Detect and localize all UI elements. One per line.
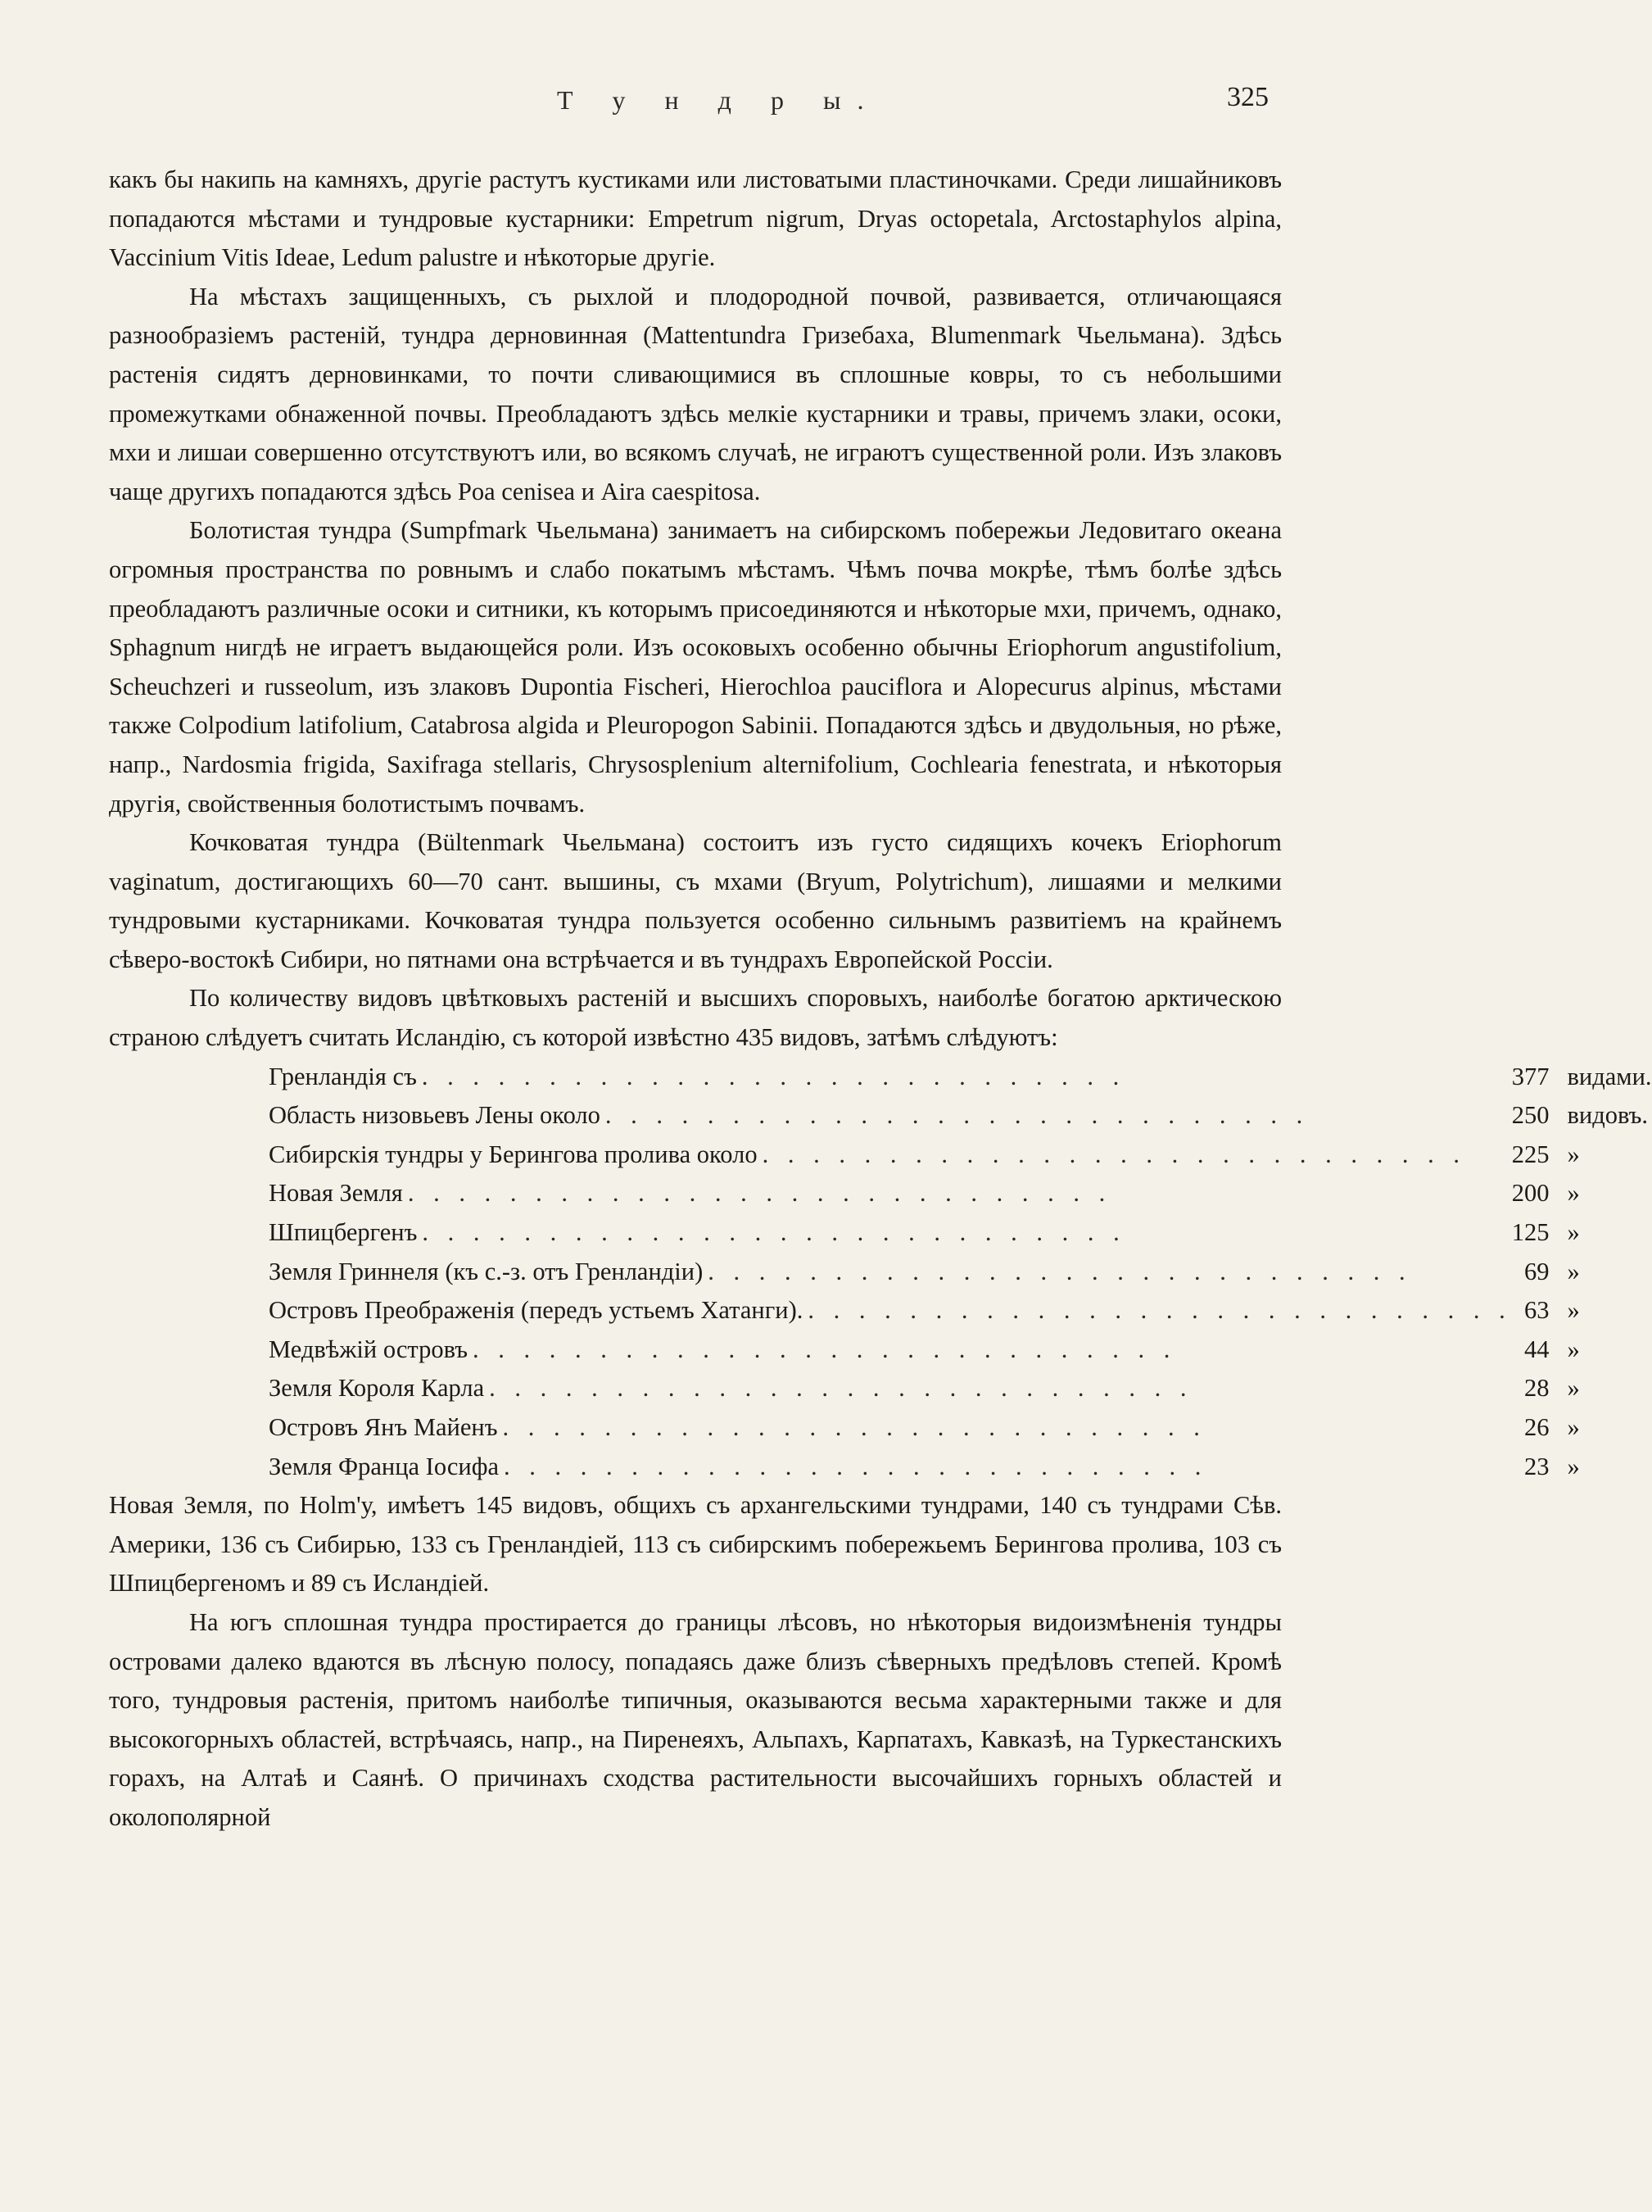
paragraph-turf-tundra: На мѣстахъ защищенныхъ, съ рыхлой и плодородной почвой, развивается, отличающаяся разнообразіемъ растеній, тундра дерновинная (Mattentundra Гризебаха, Blumenmark Чьельмана). Здѣсь растенія сидятъ дерновинками, то почти сливающимися въ сплошные ковры, то съ небольшими промежутками обнаженной почвы. Преобладаютъ здѣсь мелкіе кустарники и травы, причемъ злаки, осоки, мхи и лишаи совершенно отсутствуютъ или, во всякомъ случаѣ, не играютъ существенной роли. Изъ злаковъ чаще другихъ попадаются здѣсь Poa cenisea и Aira caespitosa. <box>109 282 1282 505</box>
table-row <box>269 1448 1652 1487</box>
region-name: Островъ Янъ Майенъ <box>269 1413 502 1441</box>
species-unit: » <box>1567 1413 1580 1441</box>
leader-dots: . . . . . . . . . . . . . . . . . . . . . . . . . . . . <box>407 1179 1112 1208</box>
leader-dots: . . . . . . . . . . . . . . . . . . . . . . . . . . . . <box>708 1257 1412 1285</box>
species-unit: » <box>1567 1452 1580 1480</box>
leader-dots: . . . . . . . . . . . . . . . . . . . . . . . . . . . . <box>504 1452 1208 1480</box>
species-count-table <box>269 1058 1652 1487</box>
species-count: 377 <box>1511 1062 1550 1090</box>
leader-dots: . . . . . . . . . . . . . . . . . . . . . . . . . . . . <box>604 1101 1310 1130</box>
region-name: Сибирскія тундры у Берингова пролива около <box>269 1140 763 1168</box>
region-name: Земля Короля Карла <box>269 1374 489 1402</box>
region-name: Земля Гриннеля (къ с.-з. отъ Гренландіи) <box>269 1258 708 1285</box>
page-number: 325 <box>1227 82 1269 112</box>
table-row <box>269 1096 1652 1135</box>
paragraph-novaya-zemlya: Новая Земля, по Holm'у, имѣетъ 145 видовъ, общихъ съ архангельскими тундрами, 140 съ тундрами Сѣв. Америки, 136 съ Сибирью, 133 съ Гренландіей, 113 съ сибирскимъ побережьемъ Берингова пролива, 103 съ Шпицбергеномъ и 89 съ Исландіей. <box>109 1491 1282 1598</box>
species-count: 200 <box>1511 1179 1550 1208</box>
leader-dots: . . . . . . . . . . . . . . . . . . . . . . . . . . . . <box>808 1296 1512 1325</box>
species-count: 26 <box>1523 1413 1550 1441</box>
table-row <box>269 1174 1652 1213</box>
table-row <box>269 1369 1652 1408</box>
species-unit: видами. <box>1567 1062 1652 1090</box>
species-count: 23 <box>1523 1452 1550 1480</box>
leader-dots: . . . . . . . . . . . . . . . . . . . . . . . . . . . . <box>502 1413 1206 1441</box>
table-row <box>269 1253 1652 1292</box>
table-row <box>269 1330 1652 1370</box>
paragraph-southern-limit: На югъ сплошная тундра простирается до границы лѣсовъ, но нѣкоторыя видоизмѣненія тундры островами далеко вдаются въ лѣсную полосу, попадаясь даже близъ сѣверныхъ предѣловъ степей. Кромѣ того, тундровыя растенія, притомъ наиболѣе типичныя, оказываются весьма характерными также и для высокогорныхъ областей, встрѣчаясь, напр., на Пиренеяхъ, Альпахъ, Карпатахъ, Кавказѣ, на Туркестанскихъ горахъ, на Алтаѣ и Саянѣ. О причинахъ сходства растительности высочайшихъ горныхъ областей и околополярной <box>109 1607 1282 1831</box>
species-count: 69 <box>1523 1257 1550 1285</box>
paragraph-lichens: какъ бы накипь на камняхъ, другіе растутъ кустиками или листоватыми пластиночками. Среди лишайниковъ попадаются мѣстами и тундровые кустарники: Empetrum nigrum, Dryas octopetala, Arctostaphylos alpina, Vaccinium Vitis Idеае, Ledum palustre и нѣкоторые другіе. <box>109 165 1282 272</box>
region-name: Островъ Преображенія (передъ устьемъ Хатанги). <box>269 1296 808 1324</box>
species-count: 250 <box>1511 1101 1550 1130</box>
running-head <box>0 77 1391 126</box>
region-name: Новая Земля <box>269 1179 408 1207</box>
species-unit: » <box>1567 1257 1580 1285</box>
region-name: Медвѣжій островъ <box>269 1335 473 1363</box>
region-name: Область низовьевъ Лены около <box>269 1101 605 1129</box>
paragraph-hummock-tundra: Кочковатая тундра (Bültenmark Чьельмана) состоитъ изъ густо сидящихъ кочекъ Eriophorum vaginatum, достигающихъ 60—70 сант. вышины, съ мхами (Bryum, Polytrichum), лишаями и мелкими тундровыми кустарниками. Кочковатая тундра пользуется особенно сильнымъ развитіемъ на крайнемъ сѣверо-востокѣ Сибири, но пятнами она встрѣчается и въ тундрахъ Европейской Россіи. <box>109 828 1282 973</box>
region-name: Земля Франца Іосифа <box>269 1453 504 1480</box>
region-name: Гренландія съ <box>269 1063 422 1090</box>
running-title: Т у н д р ы. <box>557 85 880 115</box>
paragraph-species-intro: По количеству видовъ цвѣтковыхъ растеній и высшихъ споровыхъ, наиболѣе богатою арктическою страною слѣдуетъ считать Исландію, съ которой извѣстно 435 видовъ, затѣмъ слѣдуютъ: <box>109 984 1282 1052</box>
species-unit: » <box>1567 1140 1580 1168</box>
table-row <box>269 1058 1652 1097</box>
table-row <box>269 1213 1652 1253</box>
species-count: 28 <box>1523 1374 1550 1403</box>
species-unit: видовъ. <box>1567 1101 1649 1130</box>
species-count: 44 <box>1523 1335 1550 1363</box>
species-count: 225 <box>1511 1140 1550 1168</box>
species-unit: » <box>1567 1374 1580 1403</box>
leader-dots: . . . . . . . . . . . . . . . . . . . . . . . . . . . . <box>762 1140 1466 1168</box>
region-name: Шпицбергенъ <box>269 1218 422 1246</box>
table-row <box>269 1408 1652 1448</box>
table-row <box>269 1135 1652 1175</box>
leader-dots: . . . . . . . . . . . . . . . . . . . . . . . . . . . . <box>421 1062 1126 1090</box>
species-unit: » <box>1567 1179 1580 1208</box>
body-text <box>109 161 1652 1838</box>
leader-dots: . . . . . . . . . . . . . . . . . . . . . . . . . . . . <box>422 1218 1126 1247</box>
leader-dots: . . . . . . . . . . . . . . . . . . . . . . . . . . . . <box>473 1335 1177 1363</box>
paragraph-marsh-tundra: Болотистая тундра (Sumpfmark Чьельмана) занимаетъ на сибирскомъ побережьи Ледовитаго океана огромныя пространства по ровнымъ и слабо покатымъ мѣстамъ. Чѣмъ почва мокрѣе, тѣмъ болѣе здѣсь преобладаютъ различные осоки и ситники, къ которымъ присоединяются и нѣкоторые мхи, причемъ, однако, Sphagnum нигдѣ не играетъ выдающейся роли. Изъ осоковыхъ особенно обычны Eriophorum angustifolium, Scheuchzeri и russeolum, изъ злаковъ Dupontia Fischeri, Hierochloa pauciflora и Alopecurus alpinus, мѣстами также Colpodium latifolium, Catabrosa algida и Pleuropogon Sabinii. Попадаются здѣсь и двудольныя, но рѣже, напр., Nardosmia frigida, Saxifraga stellaris, Chrysosplenium alternifolium, Cochlearia fenestrata, и нѣкоторыя другія, свойственныя болотистымъ почвамъ. <box>109 516 1282 818</box>
species-unit: » <box>1567 1335 1580 1363</box>
species-unit: » <box>1567 1296 1580 1325</box>
species-count: 63 <box>1523 1296 1550 1325</box>
species-count: 125 <box>1511 1218 1550 1247</box>
leader-dots: . . . . . . . . . . . . . . . . . . . . . . . . . . . . <box>489 1374 1193 1403</box>
species-unit: » <box>1567 1218 1580 1247</box>
table-row <box>269 1291 1652 1330</box>
